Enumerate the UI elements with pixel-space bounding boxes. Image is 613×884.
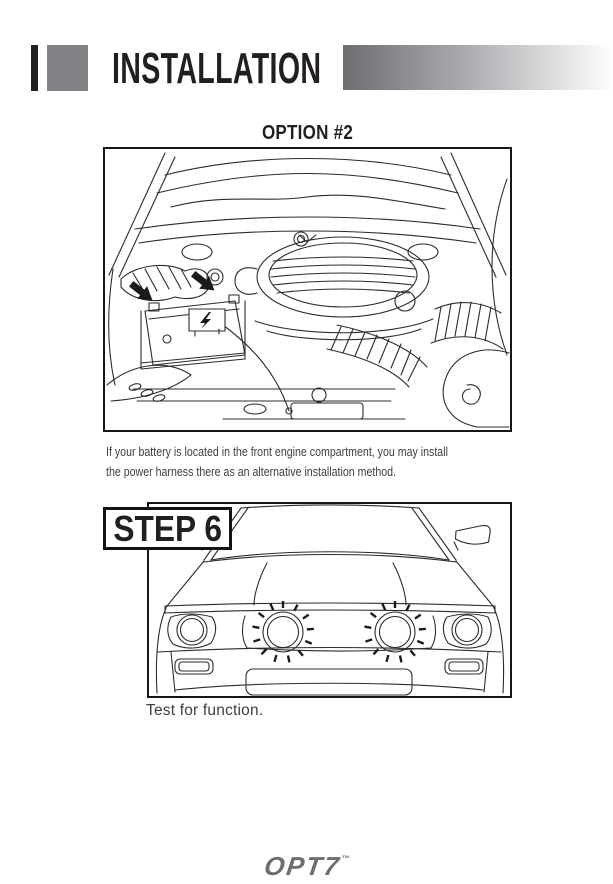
- step-6-label: STEP 6: [113, 507, 222, 549]
- trademark-mark: ™: [340, 854, 350, 863]
- engine-caption-line2: the power harness there as an alternative installation method.: [106, 464, 397, 479]
- option-heading: OPTION #2: [261, 122, 354, 144]
- header-gradient-bar: [343, 45, 613, 90]
- step-6-box: [103, 507, 232, 550]
- engine-caption-line1: If your battery is located in the front engine compartment, you may install: [106, 445, 448, 459]
- header-gray-square: [47, 45, 88, 91]
- page-title: INSTALLATION: [112, 44, 322, 93]
- engine-caption: [106, 443, 448, 482]
- opt7-logo: OPT7™: [261, 851, 350, 881]
- footer: [0, 846, 613, 880]
- arrow-icon: [126, 277, 157, 306]
- header-black-bar: [31, 45, 38, 91]
- engine-figure-frame: [103, 147, 512, 432]
- engine-bay-illustration: [105, 149, 510, 430]
- test-caption: Test for function.: [146, 702, 264, 719]
